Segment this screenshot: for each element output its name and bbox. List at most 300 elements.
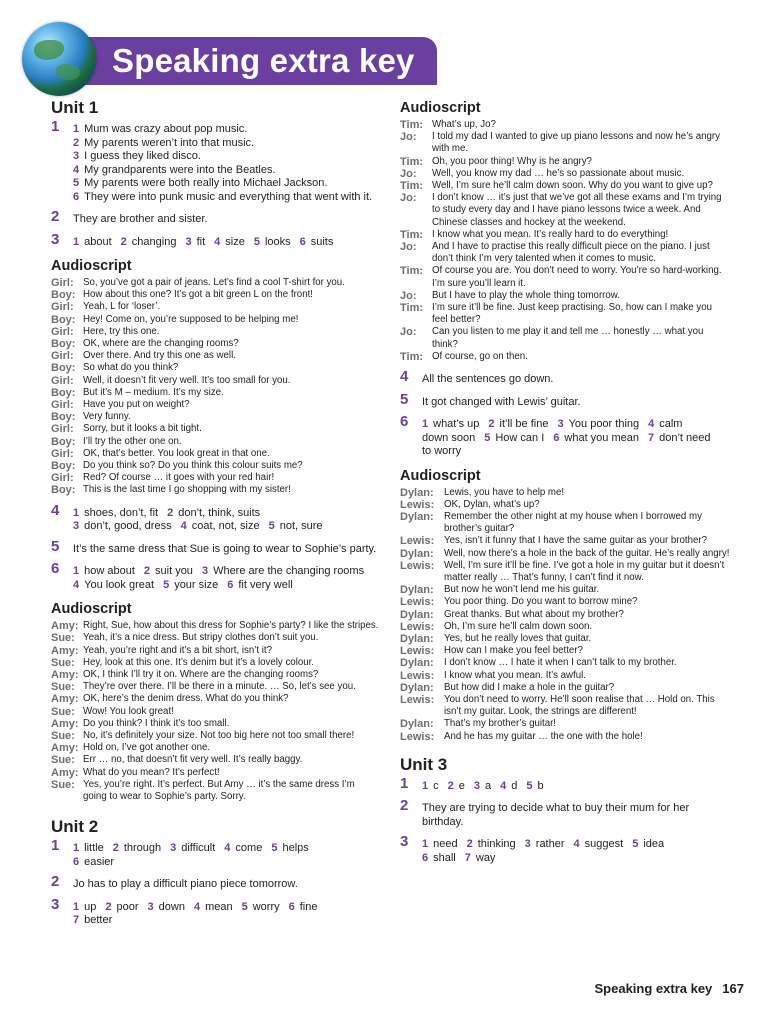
- answer-line: [73, 164, 381, 178]
- answer-text: d: [511, 779, 518, 792]
- script-line: [51, 779, 381, 803]
- speaker-line: That’s my brother’s guitar!: [444, 718, 556, 730]
- answer-line: [73, 123, 381, 137]
- script-line: [400, 180, 730, 192]
- answer-text: My parents were both really into Michael Jackson.: [84, 177, 328, 189]
- answer-text: c: [433, 779, 439, 792]
- script-line: [51, 301, 381, 313]
- speaker-name: Sue:: [51, 681, 75, 694]
- answer-text: You poor thing: [568, 418, 640, 431]
- answer-item: [73, 842, 104, 854]
- speaker-line: Yeah, L for ‘loser’.: [83, 301, 161, 313]
- exercise-number: 5: [400, 390, 409, 408]
- speaker-line: OK, where are the changing rooms?: [83, 338, 239, 350]
- answer-row: [422, 445, 730, 459]
- sub-number: 5: [73, 177, 80, 189]
- speaker-line: I know what you mean. It’s really hard to do everything!: [432, 228, 669, 240]
- speaker-line: I don’t know … I hate it when I can’t talk to my brother.: [444, 657, 677, 669]
- sub-number: 5: [241, 900, 248, 913]
- answer-item: [271, 842, 308, 854]
- answer-text: b: [537, 779, 544, 792]
- script-line: [51, 399, 381, 411]
- speaker-line: Of course you are. You don’t need to worry. You’re so hard-working. I’m sure you’ll learn it.: [432, 265, 722, 289]
- audioscript-3: [400, 119, 730, 363]
- answer-text: way: [475, 851, 496, 864]
- script-line: [400, 670, 730, 682]
- script-line: [51, 314, 381, 326]
- speaker-name: Girl:: [51, 350, 74, 363]
- answer-item: [167, 507, 260, 519]
- sub-number: 4: [73, 163, 80, 176]
- speaker-line: But I have to play the whole thing tomorrow.: [432, 289, 620, 301]
- script-line: [51, 472, 381, 484]
- sub-number: 1: [73, 900, 80, 913]
- script-line: [51, 767, 381, 779]
- footer-label: Speaking extra key: [594, 981, 713, 996]
- speaker-name: Dylan:: [400, 510, 434, 523]
- speaker-line: So what do you think?: [83, 362, 179, 374]
- answer-text: need: [433, 838, 458, 851]
- sub-number: 4: [193, 900, 201, 913]
- speaker-line: Well, I’m sure it’ll be fine. I’ve got a hole in my guitar but it doesn’t matter really … That’s funny, I can’t find it now.: [444, 559, 725, 583]
- speaker-name: Amy:: [51, 742, 79, 755]
- speaker-name: Girl:: [51, 423, 74, 436]
- speaker-name: Boy:: [51, 338, 76, 351]
- page-number: 167: [722, 981, 744, 996]
- script-line: [51, 277, 381, 289]
- speaker-name: Tim:: [400, 155, 424, 168]
- sub-number: 3: [201, 565, 209, 578]
- script-line: [400, 241, 730, 265]
- answer-rows: [73, 901, 381, 928]
- speaker-line: Well, I’m sure he’ll calm down soon. Why do you want to give up?: [432, 180, 713, 192]
- speaker-line: Here, try this one.: [83, 325, 160, 337]
- speaker-line: You don’t need to worry. He’ll soon realise that … Hold on. This isn’t my guitar. Look, the strings are different!: [444, 694, 715, 718]
- script-line: [400, 682, 730, 694]
- answer-item: [148, 901, 185, 913]
- answer-line: [73, 137, 381, 151]
- answer-item: [170, 842, 215, 854]
- answer-rows: [73, 842, 381, 869]
- exercise-number: 3: [400, 833, 409, 851]
- script-line: [51, 436, 381, 448]
- script-line: [51, 460, 381, 472]
- answer-item: [202, 565, 364, 577]
- answer-item: [300, 236, 334, 248]
- answer-item: [526, 780, 543, 792]
- script-line: [400, 156, 730, 168]
- page-header: [0, 0, 768, 100]
- answer-text: suit you: [155, 565, 193, 578]
- answer-text: suggest: [584, 838, 624, 851]
- answer-text: fit very well: [238, 578, 293, 591]
- sub-number: 4: [214, 235, 221, 248]
- exercise-number: 1: [51, 118, 60, 135]
- answer-text: calm: [659, 418, 683, 431]
- script-line: [51, 620, 381, 632]
- speaker-name: Dylan:: [400, 486, 434, 499]
- speaker-line: So, you’ve got a pair of jeans. Let’s find a cool T-shirt for you.: [83, 277, 345, 288]
- script-line: [400, 645, 730, 657]
- speaker-name: Amy:: [51, 717, 79, 730]
- script-line: [400, 731, 730, 743]
- unit3-exercise-1: [400, 774, 730, 794]
- script-line: [51, 326, 381, 338]
- answer-item: [422, 780, 439, 792]
- answer-text: Mum was crazy about pop music.: [84, 123, 248, 135]
- speaker-line: Very funny.: [83, 411, 131, 423]
- answer-row: [73, 901, 381, 915]
- exercise-number: 1: [51, 837, 60, 855]
- answer-text: what’s up: [433, 418, 480, 431]
- answer-row: [422, 838, 730, 852]
- speaker-line: Sorry, but it looks a bit tight.: [83, 423, 202, 435]
- answer-text: They were into punk music and everything that went with it.: [84, 190, 373, 203]
- right-column: [400, 98, 730, 874]
- speaker-line: And I have to practise this really difficult piece on the piano. I just don’t think I’m very talented when it comes to music.: [432, 241, 710, 265]
- speaker-line: This is the last time I go shopping with my sister!: [83, 484, 291, 496]
- speaker-name: Jo:: [400, 326, 417, 339]
- sub-number: 3: [473, 779, 480, 792]
- speaker-name: Amy:: [51, 766, 79, 779]
- answer-text: idea: [643, 838, 665, 851]
- script-line: [400, 326, 730, 350]
- answer-text: It got changed with Lewis’ guitar.: [422, 395, 581, 408]
- speaker-line: Lewis, you have to help me!: [444, 486, 565, 498]
- unit1-exercise-6: [51, 560, 381, 592]
- answer-row: [73, 914, 381, 928]
- speaker-line: Well, now there’s a hole in the back of the guitar. He’s really angry!: [444, 547, 730, 559]
- unit2-exercise-3: [51, 895, 381, 928]
- exercise-number: 3: [51, 895, 60, 913]
- sub-number: 1: [73, 842, 80, 855]
- answer-text: Where are the changing rooms: [213, 565, 365, 578]
- unit3-exercise-3: [400, 833, 730, 865]
- sub-number: 6: [73, 855, 80, 868]
- answer-text: don’t, good, dress: [84, 520, 172, 533]
- speaker-line: Of course, go on then.: [432, 350, 528, 362]
- answer-item: [194, 901, 233, 913]
- speaker-line: Over there. And try this one as well.: [83, 350, 236, 362]
- speaker-name: Amy:: [51, 668, 79, 681]
- answer-text: looks: [264, 235, 291, 248]
- answer-text: easier: [84, 855, 115, 868]
- answer-row: [73, 565, 381, 579]
- speaker-name: Amy:: [51, 620, 79, 633]
- answer-row: [73, 507, 381, 521]
- speaker-name: Sue:: [51, 656, 75, 669]
- sub-number: 6: [553, 431, 560, 444]
- answer-text: better: [84, 914, 113, 927]
- unit2-heading: Unit 2: [51, 817, 99, 837]
- script-line: [51, 375, 381, 387]
- speaker-line: Hey! Come on, you’re supposed to be helping me!: [83, 313, 299, 325]
- speaker-line: Yes, you’re right. It’s perfect. But Amy … it’s the same dress I’m going to wear to Sophie’s party. Sorry.: [83, 778, 355, 802]
- speaker-line: Hold on, I’ve got another one.: [83, 742, 211, 754]
- sub-number: 7: [464, 851, 471, 864]
- sub-number: 1: [73, 506, 80, 519]
- speaker-line: OK, here’s the denim dress. What do you think?: [83, 693, 289, 705]
- answer-text: what you mean: [564, 431, 639, 444]
- script-line: [51, 718, 381, 730]
- script-line: [51, 484, 381, 496]
- answer-text: shall: [433, 851, 456, 864]
- speaker-name: Lewis:: [400, 596, 435, 609]
- sub-number: 6: [422, 851, 429, 864]
- speaker-line: Great thanks. But what about my brother?: [444, 608, 624, 620]
- speaker-line: Have you put on weight?: [83, 399, 190, 411]
- speaker-line: Oh, you poor thing! Why is he angry?: [432, 155, 592, 167]
- answer-item: [632, 838, 664, 850]
- answer-row: [73, 579, 381, 593]
- script-line: [400, 131, 730, 155]
- sub-number: 4: [224, 842, 231, 855]
- speaker-line: Err … no, that doesn’t fit very well. It’s really baggy.: [83, 754, 303, 766]
- speaker-name: Tim:: [400, 350, 424, 363]
- answer-item: [422, 838, 458, 850]
- exercise-number: 5: [51, 537, 60, 555]
- speaker-name: Girl:: [51, 277, 74, 289]
- page-title: Speaking extra key: [112, 42, 415, 79]
- sub-number: 3: [557, 418, 564, 431]
- speaker-name: Lewis:: [400, 694, 435, 707]
- script-line: [51, 669, 381, 681]
- page-footer: [595, 981, 745, 996]
- answer-item: [648, 432, 711, 444]
- script-line: [400, 584, 730, 596]
- answer-row: [422, 418, 730, 432]
- speaker-line: What do you mean? It’s perfect!: [83, 766, 220, 778]
- script-line: [51, 423, 381, 435]
- speaker-name: Lewis:: [400, 645, 435, 658]
- answer-text: it’ll be fine: [499, 418, 549, 431]
- answer-text: through: [123, 842, 162, 855]
- sub-number: 6: [73, 190, 80, 203]
- unit1-exercise-1: [51, 118, 381, 204]
- script-line: [51, 350, 381, 362]
- speaker-line: Yes, but he really loves that guitar.: [444, 633, 592, 644]
- speaker-name: Dylan:: [400, 718, 434, 731]
- speaker-line: You poor thing. Do you want to borrow mine?: [444, 596, 638, 608]
- answer-item: [227, 579, 293, 591]
- script-line: [400, 596, 730, 608]
- answer-item: [242, 901, 280, 913]
- speaker-name: Amy:: [51, 693, 79, 706]
- script-line: [51, 730, 381, 742]
- sub-number: 3: [524, 838, 531, 851]
- unit1-exercise-3: [51, 230, 381, 250]
- sub-number: 2: [143, 565, 151, 578]
- speaker-name: Tim:: [400, 228, 424, 241]
- answer-text: I guess they liked disco.: [84, 150, 201, 162]
- speaker-name: Lewis:: [400, 730, 435, 743]
- speaker-name: Boy:: [51, 460, 76, 473]
- answer-item: [465, 852, 496, 864]
- answer-item: [113, 842, 161, 854]
- answer-item: [254, 236, 291, 248]
- speaker-name: Dylan:: [400, 657, 434, 670]
- answer-list: [73, 123, 381, 204]
- script-line: [400, 302, 730, 326]
- answer-item: [488, 418, 548, 430]
- sub-number: 7: [648, 431, 655, 444]
- speaker-name: Dylan:: [400, 547, 434, 560]
- speaker-line: Well, you know my dad … he’s so passionate about music.: [432, 167, 685, 179]
- sub-number: 3: [73, 520, 80, 533]
- unit2-exercise-2: [51, 873, 381, 892]
- answer-line: [73, 177, 381, 191]
- answer-item: [73, 520, 172, 532]
- speaker-name: Lewis:: [400, 669, 435, 682]
- answer-item: [500, 780, 517, 792]
- answer-item: [73, 901, 96, 913]
- sub-number: 3: [147, 900, 154, 913]
- speaker-name: Sue:: [51, 778, 75, 791]
- script-line: [400, 487, 730, 499]
- script-line: [400, 229, 730, 241]
- speaker-name: Jo:: [400, 167, 417, 180]
- answer-text: come: [235, 842, 263, 855]
- exercise-number: 6: [51, 560, 60, 578]
- sub-number: 2: [73, 136, 80, 149]
- answer-row: [73, 842, 381, 856]
- speaker-name: Sue:: [51, 632, 75, 645]
- speaker-line: Wow! You look great!: [83, 705, 174, 717]
- speaker-line: OK, Dylan, what’s up?: [444, 498, 540, 510]
- script-line: [51, 362, 381, 374]
- answer-text: size: [225, 235, 245, 248]
- answer-text: shoes, don’t, fit: [84, 506, 159, 519]
- answer-text: changing: [131, 235, 177, 248]
- answer-text: suits: [310, 235, 334, 248]
- speaker-name: Dylan:: [400, 633, 434, 645]
- sub-number: 3: [185, 235, 192, 248]
- answer-text: helps: [282, 842, 309, 855]
- speaker-name: Tim:: [400, 302, 424, 315]
- answer-item: [105, 901, 138, 913]
- answer-text: worry: [252, 900, 280, 913]
- unit3-heading: Unit 3: [400, 754, 448, 774]
- speaker-name: Amy:: [51, 644, 79, 657]
- exercise-number: 4: [51, 501, 60, 519]
- answer-text: a: [485, 779, 492, 792]
- script-line: [51, 632, 381, 644]
- answer-text: How can I: [495, 431, 545, 444]
- speaker-line: Yeah, you’re right and it’s a bit short, isn’t it?: [83, 644, 273, 656]
- sub-number: 5: [271, 842, 278, 855]
- unit2-exercise-1: [51, 837, 381, 869]
- sub-number: 7: [73, 914, 80, 927]
- answer-item: [553, 432, 639, 444]
- sub-number: 1: [422, 779, 429, 792]
- answer-item: [73, 236, 112, 248]
- speaker-line: Do you think? I think it’s too small.: [83, 717, 230, 729]
- unit1-exercise-2: [51, 208, 381, 227]
- speaker-name: Tim:: [400, 119, 424, 131]
- sub-number: 1: [73, 123, 80, 135]
- speaker-line: What’s up, Jo?: [432, 119, 496, 130]
- answer-item: [73, 507, 158, 519]
- exercise-number: 2: [51, 208, 60, 225]
- answer-text: not, sure: [279, 520, 323, 533]
- speaker-line: They’re over there. I’ll be there in a minute. … So, let’s see you.: [83, 681, 356, 693]
- speaker-name: Lewis:: [400, 498, 435, 511]
- speaker-line: Can you listen to me play it and tell me … honestly … what you think?: [432, 326, 704, 350]
- answer-item: [73, 856, 114, 868]
- sub-number: 5: [253, 235, 260, 248]
- script-line: [400, 499, 730, 511]
- answer-item: [557, 418, 639, 430]
- answer-row: [422, 432, 730, 446]
- answer-row: [422, 852, 730, 866]
- answer-rows: [422, 838, 730, 865]
- speaker-line: OK, that’s better. You look great in that one.: [83, 447, 270, 459]
- speaker-name: Lewis:: [400, 535, 435, 548]
- script-line: [51, 706, 381, 718]
- answer-item: [525, 838, 565, 850]
- script-line: [51, 448, 381, 460]
- exercise-number: 2: [51, 873, 60, 891]
- answer-text: All the sentences go down.: [422, 373, 554, 386]
- answer-item: [121, 236, 177, 248]
- speaker-line: How can I make you feel better?: [444, 645, 583, 657]
- script-line: [51, 338, 381, 350]
- answer-item: [422, 418, 479, 430]
- answer-text: your size: [174, 578, 219, 591]
- answer-text: thinking: [477, 838, 516, 851]
- answer-text: about: [84, 235, 112, 248]
- unit3-exercise-2: [400, 797, 730, 829]
- speaker-name: Tim:: [400, 180, 424, 193]
- answer-item: [474, 780, 491, 792]
- speaker-name: Jo:: [400, 289, 417, 302]
- answer-text: down soon: [422, 431, 476, 444]
- script-line: [400, 535, 730, 547]
- audioscript-heading: Audioscript: [51, 258, 132, 274]
- answer-item: [224, 842, 262, 854]
- script-line: [400, 621, 730, 633]
- answer-rows: [422, 418, 730, 459]
- speaker-line: And he has my guitar … the one with the hole!: [444, 730, 643, 742]
- speaker-line: I’m sure it’ll be fine. Just keep practising. So, how can I make you feel better?: [432, 302, 712, 326]
- sub-number: 1: [422, 838, 429, 851]
- speaker-name: Girl:: [51, 399, 74, 412]
- speaker-name: Boy:: [51, 411, 76, 424]
- answer-rows: [73, 565, 381, 592]
- answer-row: [73, 520, 381, 534]
- answer-text: My grandparents were into the Beatles.: [84, 163, 276, 176]
- answer-text: don’t need: [659, 431, 711, 444]
- speaker-name: Jo:: [400, 192, 417, 205]
- answer-item: [163, 579, 218, 591]
- speaker-name: Dylan:: [400, 584, 434, 597]
- answer-items: [73, 236, 381, 250]
- speaker-line: I know what you mean. It’s awful.: [444, 669, 586, 681]
- answer-text: don’t, think, suits: [178, 506, 261, 519]
- sub-number: 3: [170, 842, 177, 855]
- speaker-name: Jo:: [400, 241, 417, 254]
- unit2-exercise-5: [400, 390, 730, 410]
- answer-item: [181, 520, 260, 532]
- answer-item: [269, 520, 323, 532]
- sub-number: 4: [500, 779, 507, 792]
- answer-text: how about: [84, 565, 135, 578]
- script-line: [400, 694, 730, 718]
- audioscript-4: [400, 487, 730, 743]
- answer-item: [448, 780, 465, 792]
- speaker-name: Boy:: [51, 362, 76, 375]
- script-line: [400, 119, 730, 131]
